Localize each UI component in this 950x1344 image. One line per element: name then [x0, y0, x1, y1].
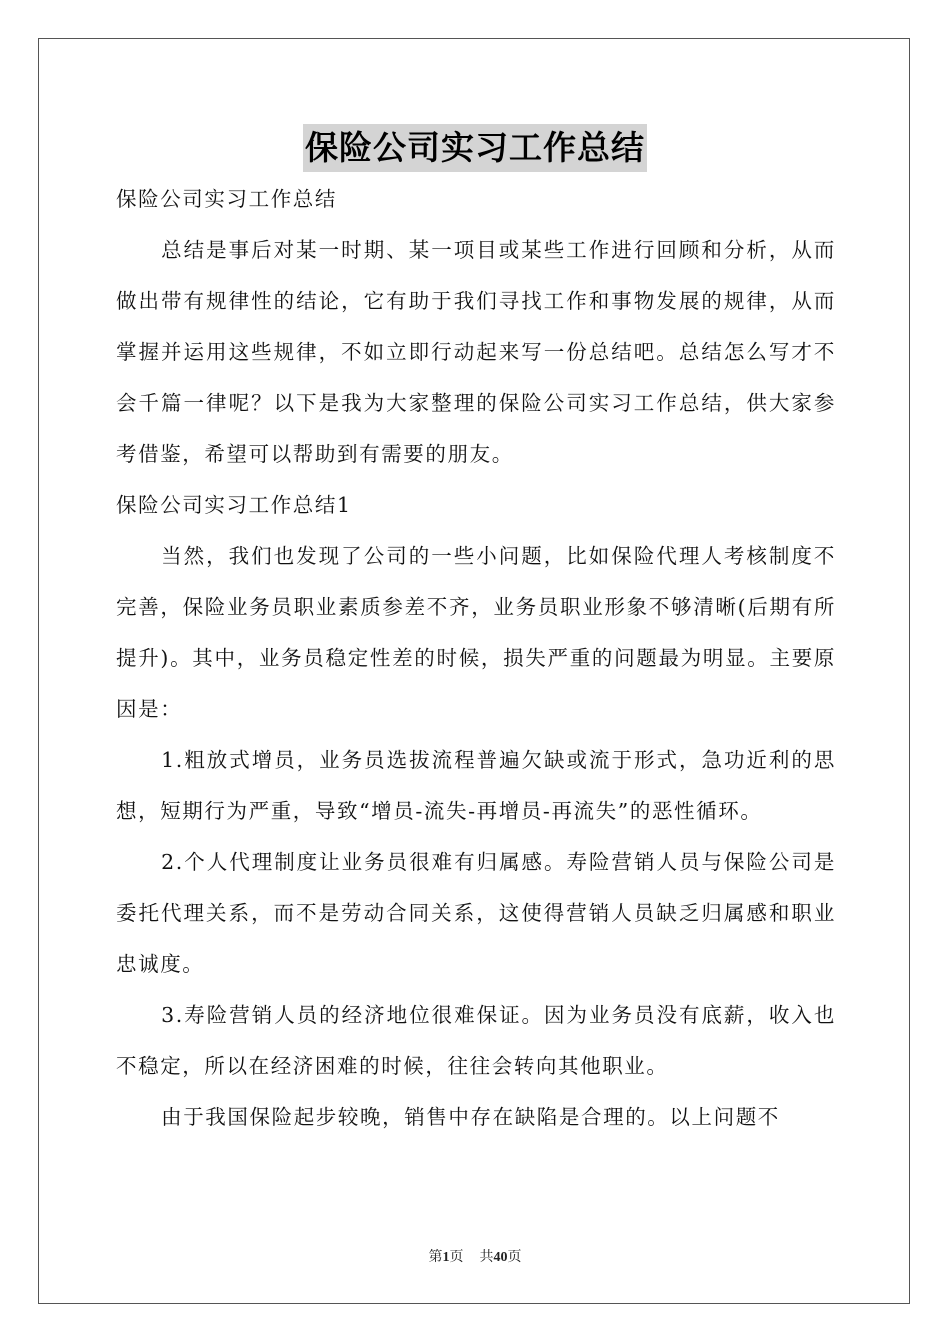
page-prefix: 第: [428, 1250, 443, 1265]
body-paragraph: 由于我国保险起步较晚，销售中存在缺陷是合理的。以上问题不: [161, 1105, 780, 1129]
body-paragraph: 1.粗放式增员，业务员选拔流程普遍欠缺或流于形式，急功近利的思想，短期行为严重，导致“增员-流失-再增员-再流失”的恶性循环。: [116, 748, 836, 823]
document-body: [116, 174, 836, 1143]
section-heading: 保险公司实习工作总结: [116, 187, 337, 211]
body-paragraph: 2.个人代理制度让业务员很难有归属感。寿险营销人员与保险公司是委托代理关系，而不是劳动合同关系，这使得营销人员缺乏归属感和职业忠诚度。: [116, 850, 836, 976]
total-suffix: 页: [507, 1250, 522, 1265]
section-heading: 保险公司实习工作总结1: [116, 493, 352, 517]
page-footer: [0, 1246, 950, 1266]
page-number: 1: [442, 1250, 450, 1265]
body-paragraph: 3.寿险营销人员的经济地位很难保证。因为业务员没有底薪，收入也不稳定，所以在经济困难的时候，往往会转向其他职业。: [116, 1003, 836, 1078]
total-pages: 40: [493, 1250, 508, 1265]
document-title: 保险公司实习工作总结: [303, 124, 647, 172]
body-paragraph: 总结是事后对某一时期、某一项目或某些工作进行回顾和分析，从而做出带有规律性的结论，它有助于我们寻找工作和事物发展的规律，从而掌握并运用这些规律，不如立即行动起来写一份总结吧。总结怎么写才不会千篇一律呢？以下是我为大家整理的保险公司实习工作总结，供大家参考借鉴，希望可以帮助到有需要的朋友。: [116, 238, 836, 466]
page-suffix: 页: [449, 1250, 464, 1265]
title-container: [0, 124, 950, 172]
total-prefix: 共: [479, 1250, 494, 1265]
body-paragraph: 当然，我们也发现了公司的一些小问题，比如保险代理人考核制度不完善，保险业务员职业素质参差不齐，业务员职业形象不够清晰(后期有所提升)。其中，业务员稳定性差的时候，损失严重的问题最为明显。主要原因是：: [116, 544, 836, 721]
